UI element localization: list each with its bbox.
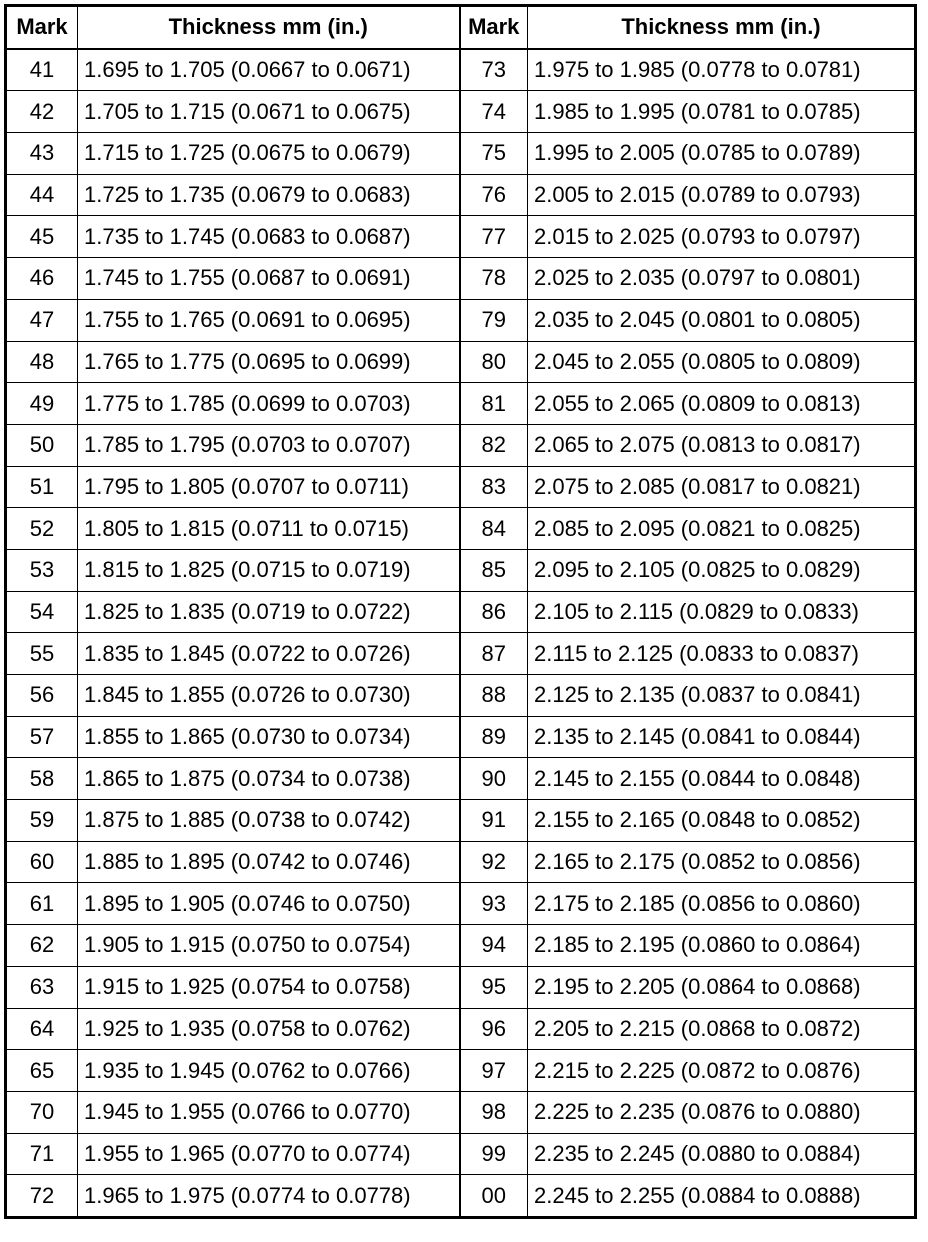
thickness-right-cell: 2.015 to 2.025 (0.0793 to 0.0797) [528,216,916,258]
thickness-right-cell: 2.205 to 2.215 (0.0868 to 0.0872) [528,1008,916,1050]
thickness-left-cell: 1.905 to 1.915 (0.0750 to 0.0754) [78,925,460,967]
thickness-left-cell: 1.735 to 1.745 (0.0683 to 0.0687) [78,216,460,258]
mark-right-cell: 88 [460,675,528,717]
mark-left-cell: 62 [6,925,78,967]
thickness-right-cell: 2.075 to 2.085 (0.0817 to 0.0821) [528,466,916,508]
table-row [6,216,916,258]
mark-right-cell: 78 [460,258,528,300]
table-row [6,1133,916,1175]
mark-right-cell: 99 [460,1133,528,1175]
thickness-right-cell: 2.195 to 2.205 (0.0864 to 0.0868) [528,966,916,1008]
mark-left-cell: 47 [6,299,78,341]
mark-right-cell: 92 [460,841,528,883]
table-row [6,508,916,550]
thickness-right-cell: 2.085 to 2.095 (0.0821 to 0.0825) [528,508,916,550]
mark-left-cell: 45 [6,216,78,258]
mark-left-cell: 52 [6,508,78,550]
table-row [6,841,916,883]
table-row [6,424,916,466]
mark-right-cell: 84 [460,508,528,550]
thickness-right-cell: 2.105 to 2.115 (0.0829 to 0.0833) [528,591,916,633]
header-mark-left: Mark [6,6,78,49]
mark-right-cell: 85 [460,549,528,591]
mark-right-cell: 87 [460,633,528,675]
thickness-left-cell: 1.825 to 1.835 (0.0719 to 0.0722) [78,591,460,633]
mark-right-cell: 95 [460,966,528,1008]
mark-left-cell: 46 [6,258,78,300]
mark-left-cell: 44 [6,174,78,216]
table-row [6,91,916,133]
thickness-left-cell: 1.955 to 1.965 (0.0770 to 0.0774) [78,1133,460,1175]
thickness-right-cell: 2.145 to 2.155 (0.0844 to 0.0848) [528,758,916,800]
mark-right-cell: 77 [460,216,528,258]
thickness-right-cell: 2.215 to 2.225 (0.0872 to 0.0876) [528,1050,916,1092]
thickness-left-cell: 1.745 to 1.755 (0.0687 to 0.0691) [78,258,460,300]
mark-left-cell: 64 [6,1008,78,1050]
thickness-right-cell: 2.045 to 2.055 (0.0805 to 0.0809) [528,341,916,383]
table-row [6,466,916,508]
thickness-left-cell: 1.705 to 1.715 (0.0671 to 0.0675) [78,91,460,133]
mark-right-cell: 73 [460,49,528,91]
thickness-left-cell: 1.855 to 1.865 (0.0730 to 0.0734) [78,716,460,758]
thickness-left-cell: 1.935 to 1.945 (0.0762 to 0.0766) [78,1050,460,1092]
thickness-right-cell: 2.155 to 2.165 (0.0848 to 0.0852) [528,800,916,842]
thickness-right-cell: 2.095 to 2.105 (0.0825 to 0.0829) [528,549,916,591]
thickness-right-cell: 2.245 to 2.255 (0.0884 to 0.0888) [528,1175,916,1218]
thickness-left-cell: 1.795 to 1.805 (0.0707 to 0.0711) [78,466,460,508]
header-thickness-right: Thickness mm (in.) [528,6,916,49]
mark-left-cell: 63 [6,966,78,1008]
mark-right-cell: 96 [460,1008,528,1050]
header-thickness-left: Thickness mm (in.) [78,6,460,49]
table-row [6,49,916,91]
thickness-right-cell: 2.235 to 2.245 (0.0880 to 0.0884) [528,1133,916,1175]
mark-right-cell: 98 [460,1091,528,1133]
mark-right-cell: 74 [460,91,528,133]
table-row [6,299,916,341]
mark-left-cell: 60 [6,841,78,883]
table-row [6,383,916,425]
thickness-left-cell: 1.945 to 1.955 (0.0766 to 0.0770) [78,1091,460,1133]
mark-right-cell: 81 [460,383,528,425]
mark-right-cell: 94 [460,925,528,967]
mark-right-cell: 00 [460,1175,528,1218]
table-row [6,633,916,675]
mark-left-cell: 53 [6,549,78,591]
mark-left-cell: 42 [6,91,78,133]
table-row [6,174,916,216]
mark-right-cell: 80 [460,341,528,383]
thickness-left-cell: 1.755 to 1.765 (0.0691 to 0.0695) [78,299,460,341]
thickness-left-cell: 1.715 to 1.725 (0.0675 to 0.0679) [78,133,460,175]
thickness-left-cell: 1.925 to 1.935 (0.0758 to 0.0762) [78,1008,460,1050]
thickness-left-cell: 1.725 to 1.735 (0.0679 to 0.0683) [78,174,460,216]
mark-left-cell: 55 [6,633,78,675]
thickness-left-cell: 1.915 to 1.925 (0.0754 to 0.0758) [78,966,460,1008]
thickness-left-cell: 1.805 to 1.815 (0.0711 to 0.0715) [78,508,460,550]
thickness-right-cell: 2.025 to 2.035 (0.0797 to 0.0801) [528,258,916,300]
thickness-left-cell: 1.765 to 1.775 (0.0695 to 0.0699) [78,341,460,383]
thickness-table [4,4,917,1219]
thickness-left-cell: 1.875 to 1.885 (0.0738 to 0.0742) [78,800,460,842]
thickness-right-cell: 1.985 to 1.995 (0.0781 to 0.0785) [528,91,916,133]
table-header-row [6,6,916,49]
table-row [6,1050,916,1092]
thickness-right-cell: 2.225 to 2.235 (0.0876 to 0.0880) [528,1091,916,1133]
table-row [6,716,916,758]
table-row [6,925,916,967]
mark-right-cell: 86 [460,591,528,633]
mark-left-cell: 43 [6,133,78,175]
thickness-left-cell: 1.785 to 1.795 (0.0703 to 0.0707) [78,424,460,466]
thickness-right-cell: 2.005 to 2.015 (0.0789 to 0.0793) [528,174,916,216]
mark-left-cell: 41 [6,49,78,91]
mark-left-cell: 54 [6,591,78,633]
thickness-spec-sheet [4,4,914,1219]
mark-left-cell: 56 [6,675,78,717]
thickness-right-cell: 2.065 to 2.075 (0.0813 to 0.0817) [528,424,916,466]
mark-left-cell: 48 [6,341,78,383]
thickness-right-cell: 2.115 to 2.125 (0.0833 to 0.0837) [528,633,916,675]
mark-right-cell: 97 [460,1050,528,1092]
mark-right-cell: 90 [460,758,528,800]
mark-right-cell: 75 [460,133,528,175]
table-row [6,675,916,717]
table-row [6,341,916,383]
thickness-right-cell: 1.995 to 2.005 (0.0785 to 0.0789) [528,133,916,175]
thickness-left-cell: 1.815 to 1.825 (0.0715 to 0.0719) [78,549,460,591]
table-row [6,758,916,800]
mark-right-cell: 93 [460,883,528,925]
thickness-left-cell: 1.865 to 1.875 (0.0734 to 0.0738) [78,758,460,800]
thickness-right-cell: 2.185 to 2.195 (0.0860 to 0.0864) [528,925,916,967]
table-row [6,133,916,175]
thickness-right-cell: 2.135 to 2.145 (0.0841 to 0.0844) [528,716,916,758]
mark-right-cell: 76 [460,174,528,216]
table-row [6,258,916,300]
thickness-left-cell: 1.775 to 1.785 (0.0699 to 0.0703) [78,383,460,425]
mark-left-cell: 72 [6,1175,78,1218]
mark-left-cell: 65 [6,1050,78,1092]
mark-right-cell: 83 [460,466,528,508]
mark-left-cell: 50 [6,424,78,466]
mark-right-cell: 89 [460,716,528,758]
table-row [6,966,916,1008]
table-row [6,591,916,633]
mark-left-cell: 51 [6,466,78,508]
mark-right-cell: 82 [460,424,528,466]
thickness-right-cell: 2.125 to 2.135 (0.0837 to 0.0841) [528,675,916,717]
mark-left-cell: 71 [6,1133,78,1175]
thickness-right-cell: 1.975 to 1.985 (0.0778 to 0.0781) [528,49,916,91]
thickness-left-cell: 1.965 to 1.975 (0.0774 to 0.0778) [78,1175,460,1218]
mark-right-cell: 79 [460,299,528,341]
mark-left-cell: 61 [6,883,78,925]
header-mark-right: Mark [460,6,528,49]
thickness-left-cell: 1.695 to 1.705 (0.0667 to 0.0671) [78,49,460,91]
thickness-right-cell: 2.165 to 2.175 (0.0852 to 0.0856) [528,841,916,883]
table-row [6,549,916,591]
table-row [6,1091,916,1133]
thickness-right-cell: 2.175 to 2.185 (0.0856 to 0.0860) [528,883,916,925]
table-row [6,800,916,842]
thickness-right-cell: 2.035 to 2.045 (0.0801 to 0.0805) [528,299,916,341]
mark-right-cell: 91 [460,800,528,842]
mark-left-cell: 59 [6,800,78,842]
mark-left-cell: 49 [6,383,78,425]
table-row [6,1175,916,1218]
thickness-left-cell: 1.835 to 1.845 (0.0722 to 0.0726) [78,633,460,675]
thickness-left-cell: 1.845 to 1.855 (0.0726 to 0.0730) [78,675,460,717]
mark-left-cell: 70 [6,1091,78,1133]
mark-left-cell: 58 [6,758,78,800]
thickness-left-cell: 1.895 to 1.905 (0.0746 to 0.0750) [78,883,460,925]
thickness-right-cell: 2.055 to 2.065 (0.0809 to 0.0813) [528,383,916,425]
table-row [6,1008,916,1050]
table-row [6,883,916,925]
thickness-left-cell: 1.885 to 1.895 (0.0742 to 0.0746) [78,841,460,883]
mark-left-cell: 57 [6,716,78,758]
table-body [6,49,916,1218]
